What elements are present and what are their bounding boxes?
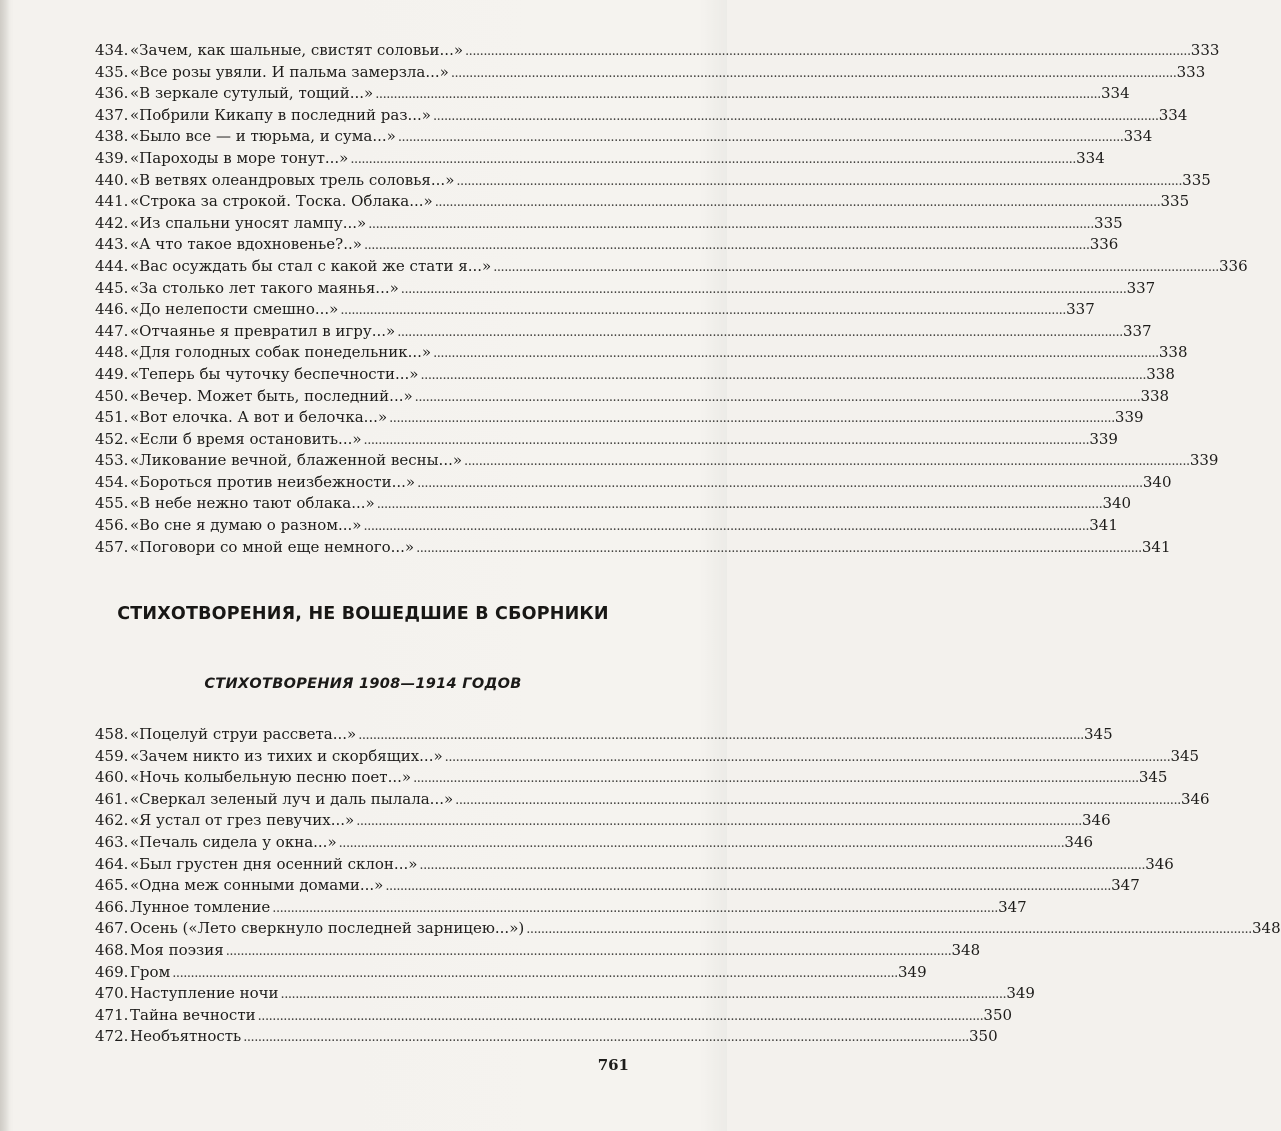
toc-entry <box>95 278 1156 300</box>
toc-entry-number: 438. <box>95 127 129 146</box>
toc-entry-title: Осень («Лето сверкнуло последней зарницею...») <box>130 919 525 938</box>
toc-entry <box>95 126 1153 148</box>
toc-leader-dots <box>226 940 950 963</box>
toc-entry-title: «Сверкал зеленый луч и даль пылала...» <box>130 789 454 808</box>
toc-entry-page: 346 <box>1145 854 1174 873</box>
toc-entry-title: «Отчаянье я превратил в игру...» <box>130 321 396 340</box>
toc-entry-number: 446. <box>95 300 129 319</box>
toc-entry <box>95 256 1248 278</box>
toc-entry-page: 338 <box>1140 386 1170 405</box>
toc-entry-number: 469. <box>95 962 129 981</box>
toc-entry <box>95 962 927 984</box>
toc-leader-dots <box>281 983 1005 1006</box>
toc-entry-page: 346 <box>1064 832 1094 851</box>
toc-entry-number: 456. <box>95 516 129 535</box>
toc-entry-title: «Теперь бы чуточку беспечности...» <box>130 364 419 383</box>
toc-leader-dots <box>465 40 1189 63</box>
toc-leader-dots <box>364 429 1088 452</box>
toc-entry-page: 338 <box>1146 364 1175 383</box>
toc-entry <box>95 832 1094 854</box>
toc-entry-page: 335 <box>1160 192 1190 211</box>
toc-entry-page: 349 <box>898 962 927 981</box>
toc-entry-title: Наступление ночи <box>130 984 279 1003</box>
toc-entry-title: «Зачем, как шальные, свистят соловьи...» <box>130 41 464 59</box>
toc-entry-title: «Я устал от грез певучих...» <box>130 811 355 830</box>
toc-entry-number: 460. <box>95 768 129 787</box>
toc-leader-dots <box>493 256 1217 279</box>
toc-entry-number: 451. <box>95 408 129 427</box>
toc-entry-page: 337 <box>1066 300 1095 319</box>
toc-entry-number: 445. <box>95 278 129 297</box>
toc-entry <box>95 342 1188 364</box>
toc-entry-number: 448. <box>95 343 129 362</box>
toc-entry-page: 345 <box>1138 768 1168 787</box>
toc-leader-dots <box>401 278 1125 301</box>
toc-entry-page: 337 <box>1122 321 1152 340</box>
toc-leader-dots <box>417 472 1141 495</box>
toc-entry-page: 334 <box>1076 148 1105 167</box>
toc-entry-number: 470. <box>95 984 129 1003</box>
toc-entry <box>95 789 1210 811</box>
toc-leader-dots <box>526 918 1250 941</box>
toc-leader-dots <box>413 767 1137 790</box>
toc-entry-title: «Зачем никто из тихих и скорбящих...» <box>130 746 443 765</box>
toc-entry-page: 339 <box>1189 451 1219 470</box>
toc-leader-dots <box>356 810 1080 833</box>
toc-entry <box>95 299 1095 321</box>
toc-entry-title: «Из спальни уносят лампу...» <box>130 213 367 232</box>
toc-entry-page: 350 <box>969 1027 998 1046</box>
toc-leader-dots <box>445 746 1169 769</box>
page-number: 761 <box>597 1056 629 1074</box>
toc-entry <box>95 105 1188 127</box>
toc-list-part1 <box>95 40 1248 558</box>
toc-entry-number: 457. <box>95 537 129 556</box>
toc-entry <box>95 918 1281 940</box>
toc-entry-page: 346 <box>1180 789 1210 808</box>
toc-entry-title: «Во сне я думаю о разном...» <box>130 516 362 535</box>
toc-entry <box>95 386 1170 408</box>
toc-entry-title: «Вечер. Может быть, последний...» <box>130 386 413 405</box>
toc-leader-dots <box>375 83 1099 106</box>
toc-entry <box>95 724 1113 746</box>
toc-entry-page: 347 <box>998 897 1027 916</box>
toc-leader-dots <box>358 724 1082 747</box>
toc-leader-dots <box>435 191 1159 214</box>
toc-entry <box>95 767 1168 789</box>
toc-entry-title: «Одна меж сонными домами...» <box>130 876 384 895</box>
toc-entry-title: «В небе нежно тают облака...» <box>130 494 375 513</box>
toc-entry-number: 437. <box>95 105 129 124</box>
toc-leader-dots <box>416 537 1140 560</box>
toc-entry-page: 350 <box>983 1005 1013 1024</box>
toc-entry <box>95 429 1118 451</box>
toc-leader-dots <box>385 875 1109 898</box>
toc-entry-page: 336 <box>1219 256 1248 275</box>
toc-entry-number: 449. <box>95 364 129 383</box>
toc-entry-number: 435. <box>95 62 129 81</box>
section-title: СТИХОТВОРЕНИЯ, НЕ ВОШЕДШИЕ В СБОРНИКИ <box>117 604 609 624</box>
toc-leader-dots <box>398 126 1122 149</box>
toc-entry-page: 347 <box>1111 876 1140 895</box>
toc-entry-number: 472. <box>95 1027 129 1046</box>
toc-entry-title: «Поцелуй струи рассвета...» <box>130 725 357 743</box>
toc-leader-dots <box>420 364 1144 387</box>
toc-entry-page: 346 <box>1082 811 1111 830</box>
toc-entry-number: 440. <box>95 170 129 189</box>
toc-entry <box>95 897 1027 919</box>
toc-entry <box>95 62 1206 84</box>
toc-leader-dots <box>451 62 1175 85</box>
toc-entry-number: 439. <box>95 148 129 167</box>
toc-entry-title: «Для голодных собак понедельник...» <box>130 343 432 362</box>
toc-entry-page: 339 <box>1089 429 1118 448</box>
toc-entry-title: «Все розы увяли. И пальма замерзла...» <box>130 62 449 81</box>
toc-entry-title: Лунное томление <box>130 897 271 916</box>
toc-entry-number: 454. <box>95 472 129 491</box>
toc-leader-dots <box>456 170 1180 193</box>
toc-entry-title: «Если б время остановить...» <box>130 429 362 448</box>
toc-entry-page: 335 <box>1182 170 1211 189</box>
toc-entry <box>95 83 1130 105</box>
toc-leader-dots <box>389 407 1113 430</box>
toc-entry-title: «Печаль сидела у окна...» <box>130 832 337 851</box>
toc-entry-number: 453. <box>95 451 129 470</box>
toc-entry-page: 334 <box>1123 127 1153 146</box>
toc-entry-title: «За столько лет такого маянья...» <box>130 278 399 297</box>
toc-entry-number: 465. <box>95 876 129 895</box>
toc-entry-number: 471. <box>95 1005 129 1024</box>
toc-entry-number: 434. <box>95 41 129 59</box>
toc-entry-page: 333 <box>1190 41 1220 59</box>
toc-entry <box>95 321 1152 343</box>
toc-entry <box>95 213 1123 235</box>
toc-entry-title: «Бороться против неизбежности...» <box>130 472 416 491</box>
toc-entry <box>95 983 1035 1005</box>
toc-leader-dots <box>339 832 1063 855</box>
toc-entry-title: «Ликование вечной, блаженной весны...» <box>130 451 463 470</box>
toc-entry-number: 463. <box>95 832 129 851</box>
toc-entry <box>95 148 1105 170</box>
toc-entry-title: «В ветвях олеандровых трель соловья...» <box>130 170 455 189</box>
toc-entry-title: Моя поэзия <box>130 940 224 959</box>
toc-entry-page: 348 <box>951 940 981 959</box>
toc-entry-title: «Строка за строкой. Тоска. Облака...» <box>130 192 433 211</box>
toc-entry-number: 450. <box>95 386 129 405</box>
toc-entry-number: 461. <box>95 789 129 808</box>
toc-entry-number: 459. <box>95 746 129 765</box>
toc-entry-number: 455. <box>95 494 129 513</box>
toc-entry-title: Необъятность <box>130 1027 242 1046</box>
toc-leader-dots <box>415 386 1139 409</box>
toc-entry-page: 335 <box>1094 213 1123 232</box>
toc-entry <box>95 191 1190 213</box>
toc-entry-page: 348 <box>1252 919 1281 938</box>
toc-entry-page: 338 <box>1158 343 1188 362</box>
toc-entry-title: Тайна вечности <box>130 1005 256 1024</box>
toc-entry-page: 345 <box>1084 725 1113 743</box>
toc-entry-title: «Было все — и тюрьма, и сума...» <box>130 127 396 146</box>
toc-entry-page: 333 <box>1176 62 1206 81</box>
toc-entry-number: 466. <box>95 897 129 916</box>
toc-leader-dots <box>455 789 1179 812</box>
toc-entry-title: «Побрили Кикапу в последний раз...» <box>130 105 431 124</box>
toc-leader-dots <box>397 321 1121 344</box>
toc-entry <box>95 493 1132 515</box>
toc-leader-dots <box>464 450 1188 473</box>
toc-entry-title: «До нелепости смешно...» <box>130 300 339 319</box>
toc-leader-dots <box>243 1026 967 1049</box>
toc-leader-dots <box>368 213 1092 236</box>
toc-entry-page: 340 <box>1142 472 1172 491</box>
toc-entry-number: 442. <box>95 213 129 232</box>
toc-entry <box>95 40 1220 62</box>
toc-entry-page: 341 <box>1141 537 1171 556</box>
toc-entry-page: 339 <box>1114 408 1144 427</box>
subsection-title: СТИХОТВОРЕНИЯ 1908—1914 ГОДОВ <box>204 676 522 692</box>
toc-entry <box>95 746 1200 768</box>
toc-entry <box>95 234 1119 256</box>
toc-entry-page: 340 <box>1102 494 1132 513</box>
toc-entry-title: Гром <box>130 962 171 981</box>
toc-entry-page: 337 <box>1126 278 1156 297</box>
toc-entry-page: 345 <box>1170 746 1200 765</box>
toc-entry-number: 464. <box>95 854 129 873</box>
toc-entry-number: 444. <box>95 256 129 275</box>
toc-entry-page: 349 <box>1006 984 1035 1003</box>
toc-entry-number: 458. <box>95 725 129 743</box>
toc-leader-dots <box>363 515 1087 538</box>
toc-entry <box>95 537 1171 559</box>
spine-shadow <box>0 0 10 1131</box>
toc-entry-title: «Вас осуждать бы стал с какой же стати я...» <box>130 256 492 275</box>
toc-entry <box>95 364 1175 386</box>
toc-entry-page: 336 <box>1089 235 1119 254</box>
toc-entry <box>95 450 1219 472</box>
toc-entry-page: 334 <box>1101 84 1130 103</box>
toc-entry-number: 468. <box>95 940 129 959</box>
toc-entry-title: «В зеркале сутулый, тощий...» <box>130 84 374 103</box>
toc-entry <box>95 407 1144 429</box>
toc-entry <box>95 472 1172 494</box>
toc-leader-dots <box>172 962 896 985</box>
toc-entry-page: 334 <box>1158 105 1188 124</box>
toc-entry <box>95 854 1174 876</box>
toc-entry-page: 341 <box>1089 516 1118 535</box>
toc-entry <box>95 1005 1013 1027</box>
toc-leader-dots <box>377 493 1101 516</box>
toc-entry-title: «Ночь колыбельную песню поет...» <box>130 768 412 787</box>
toc-leader-dots <box>433 342 1157 365</box>
toc-entry <box>95 875 1140 897</box>
toc-entry-title: «Поговори со мной еще немного...» <box>130 537 415 556</box>
toc-leader-dots <box>364 234 1088 257</box>
toc-entry-number: 462. <box>95 811 129 830</box>
toc-entry <box>95 170 1211 192</box>
toc-entry <box>95 515 1118 537</box>
toc-leader-dots <box>340 299 1064 322</box>
toc-list-part2 <box>95 724 1281 1048</box>
toc-leader-dots <box>350 148 1074 171</box>
toc-entry-number: 447. <box>95 321 129 340</box>
toc-entry-number: 467. <box>95 919 129 938</box>
toc-entry-number: 441. <box>95 192 129 211</box>
toc-entry-number: 443. <box>95 235 129 254</box>
toc-entry <box>95 940 981 962</box>
toc-entry <box>95 810 1111 832</box>
toc-entry-title: «Пароходы в море тонут...» <box>130 148 349 167</box>
toc-entry-title: «А что такое вдохновенье?..» <box>130 235 362 254</box>
toc-leader-dots <box>272 897 996 920</box>
toc-entry <box>95 1026 998 1048</box>
toc-leader-dots <box>258 1005 982 1028</box>
toc-leader-dots <box>419 854 1143 877</box>
toc-entry-title: «Вот елочка. А вот и белочка...» <box>130 408 388 427</box>
toc-entry-title: «Был грустен дня осенний склон...» <box>130 854 418 873</box>
toc-leader-dots <box>433 105 1157 128</box>
toc-entry-number: 452. <box>95 429 129 448</box>
toc-entry-number: 436. <box>95 84 129 103</box>
